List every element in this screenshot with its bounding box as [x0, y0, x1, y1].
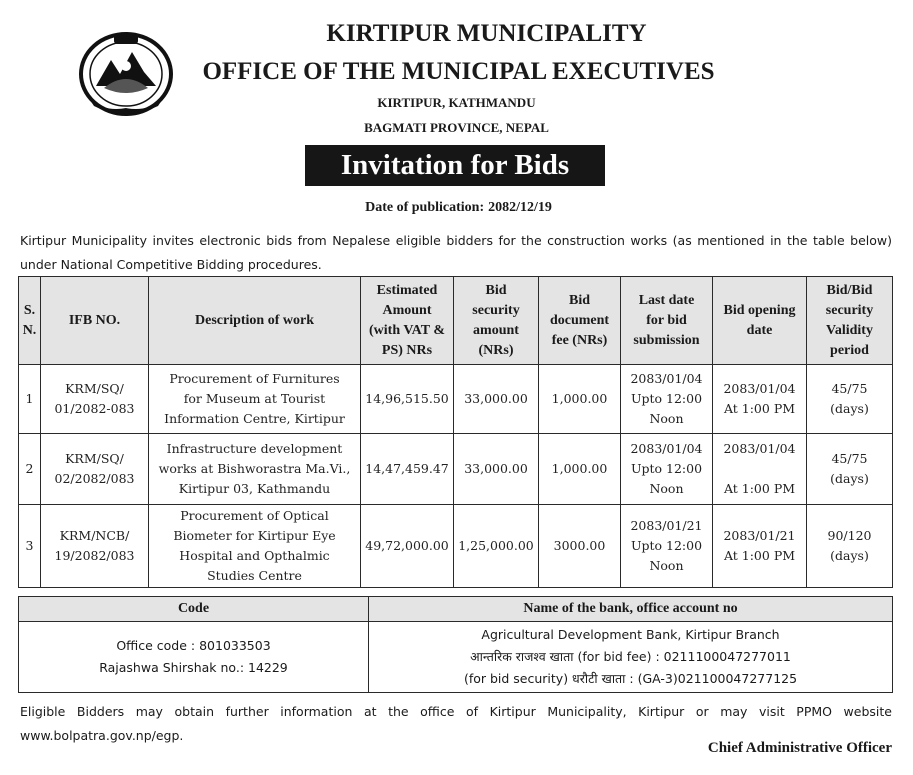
municipality-name: KIRTIPUR MUNICIPALITY [326, 20, 647, 47]
header-opening-date: Bid opening date [713, 277, 807, 365]
bank-name: Agricultural Development Bank, Kirtipur Branch [481, 627, 780, 642]
cell-ifb-no: KRM/SQ/ 01/2082-083 [41, 365, 149, 434]
cell-sn: 1 [19, 365, 41, 434]
publication-date: 2082/12/19 [488, 200, 552, 215]
table-row [19, 365, 893, 434]
publication-date-line [0, 200, 913, 216]
rajashwa-code: Rajashwa Shirshak no.: 14229 [99, 660, 288, 675]
bank-table-header-row [19, 597, 893, 622]
cell-sn: 2 [19, 434, 41, 505]
cell-bid-fee: 1,000.00 [539, 365, 621, 434]
publication-date-label: Date of publication: [365, 200, 485, 215]
header-description: Description of work [149, 277, 361, 365]
cell-validity: 90/120 (days) [807, 505, 893, 588]
notice-title: Invitation for Bids [305, 145, 605, 186]
cell-validity: 45/75 (days) [807, 434, 893, 505]
table-row [19, 505, 893, 588]
office-province: BAGMATI PROVINCE, NEPAL [364, 120, 549, 135]
cell-codes [19, 622, 369, 693]
cell-description: Procurement of Furnitures for Museum at Tourist Information Centre, Kirtipur [149, 365, 361, 434]
bids-table [18, 276, 893, 588]
header-bid-security: Bid security amount (NRs) [454, 277, 539, 365]
cell-bank-accounts [369, 622, 893, 693]
cell-last-date: 2083/01/04 Upto 12:00 Noon [621, 365, 713, 434]
signatory: Chief Administrative Officer [707, 740, 892, 756]
cell-last-date: 2083/01/21 Upto 12:00 Noon [621, 505, 713, 588]
cell-ifb-no: KRM/NCB/ 19/2082/083 [41, 505, 149, 588]
bank-details-table [18, 596, 893, 693]
cell-bid-fee: 3000.00 [539, 505, 621, 588]
header-code: Code [19, 597, 369, 622]
cell-bid-security: 33,000.00 [454, 365, 539, 434]
table-header-row [19, 277, 893, 365]
bid-fee-account: आन्तरिक राजश्व खाता (for bid fee) : 0211100047277011 [470, 649, 791, 664]
footer-info: Eligible Bidders may obtain further information at the office of Kirtipur Municipality, Kirtipur or may visit PPMO website www.bolpatra.gov.np/egp. [20, 704, 892, 743]
cell-estimated-amount: 49,72,000.00 [361, 505, 454, 588]
intro-paragraph: Kirtipur Municipality invites electronic bids from Nepalese eligible bidders for the construction works (as mentioned in the table below) under National Competitive Bidding procedures. [20, 233, 892, 272]
office-name: OFFICE OF THE MUNICIPAL EXECUTIVES [202, 58, 715, 85]
header-sn: S. N. [19, 277, 41, 365]
header-bid-document-fee: Bid document fee (NRs) [539, 277, 621, 365]
cell-estimated-amount: 14,96,515.50 [361, 365, 454, 434]
table-row [19, 434, 893, 505]
cell-last-date: 2083/01/04 Upto 12:00 Noon [621, 434, 713, 505]
cell-ifb-no: KRM/SQ/ 02/2082/083 [41, 434, 149, 505]
cell-bid-security: 1,25,000.00 [454, 505, 539, 588]
header-estimated-amount: Estimated Amount (with VAT & PS) NRs [361, 277, 454, 365]
cell-validity: 45/75 (days) [807, 365, 893, 434]
office-code: Office code : 801033503 [116, 638, 271, 653]
cell-sn: 3 [19, 505, 41, 588]
office-location: KIRTIPUR, KATHMANDU [377, 95, 536, 110]
cell-bid-security: 33,000.00 [454, 434, 539, 505]
header-bank-account: Name of the bank, office account no [369, 597, 893, 622]
bank-table-row [19, 622, 893, 693]
cell-bid-fee: 1,000.00 [539, 434, 621, 505]
cell-description: Procurement of Optical Biometer for Kirtipur Eye Hospital and Opthalmic Studies Centre [149, 505, 361, 588]
cell-opening-date: 2083/01/21 At 1:00 PM [713, 505, 807, 588]
header-ifb-no: IFB NO. [41, 277, 149, 365]
cell-estimated-amount: 14,47,459.47 [361, 434, 454, 505]
bid-security-account: (for bid security) धरौटी खाता : (GA-3)021100047277125 [463, 671, 798, 686]
cell-opening-date: 2083/01/04 At 1:00 PM [713, 434, 807, 505]
header-last-date: Last date for bid submission [621, 277, 713, 365]
cell-opening-date: 2083/01/04 At 1:00 PM [713, 365, 807, 434]
header-validity: Bid/Bid security Validity period [807, 277, 893, 365]
cell-description: Infrastructure development works at Bishworastra Ma.Vi., Kirtipur 03, Kathmandu [149, 434, 361, 505]
